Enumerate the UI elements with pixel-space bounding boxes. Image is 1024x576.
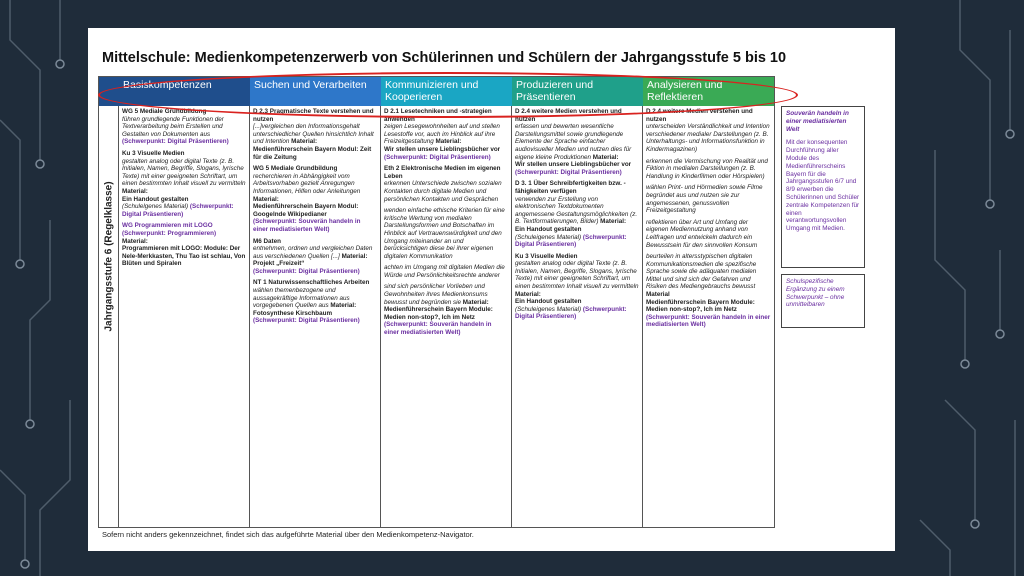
header-kommunizieren: Kommunizieren und Kooperieren: [381, 77, 512, 106]
cell-text: sind sich persönlicher Vorlieben und Gewohnheiten ihres Medienkonsums bewusst und begründen sie: [384, 283, 488, 306]
cell-paragraph: [515, 180, 639, 248]
competence-table: [98, 76, 775, 528]
cell-text: WG 5 Mediale Grundbildung: [122, 108, 207, 115]
cell-text: Medienführerschein Bayern Modul: Zeit für die Zeitung: [253, 145, 372, 161]
cell-text: Material:: [122, 237, 148, 245]
cell-paragraph: [646, 184, 771, 214]
cell-text: Material:: [330, 302, 357, 310]
cell-text: Ku 3 Visuelle Medien: [122, 149, 185, 157]
highlight-ellipse: [98, 72, 798, 118]
cell-text: Ein Handout gestalten: [515, 298, 582, 306]
cell-text: Material:: [122, 187, 148, 195]
cell-text: (Schwerpunkt: Souverän handeln in einer mediatisierten Welt): [384, 321, 492, 337]
note-schulspezifisch: [781, 274, 865, 328]
cell-text: (Schwerpunkt: Digital Präsentieren): [122, 138, 229, 146]
cell-paragraph: [122, 150, 246, 218]
cell-text: erfassen und bewerten wesentliche Darstellungsmittel sowie grundlegende Elemente der Sprache einfacher audiovisueller Medien und nutzen dies für eigene kleine Produktionen: [515, 123, 632, 161]
cell-text: Material:: [515, 290, 541, 298]
cell-paragraph: [253, 279, 377, 325]
footer-note: Sofern nicht anders gekennzeichnet, findet sich das aufgeführte Material über den Medienkompetenz-Navigator.: [102, 530, 474, 539]
cell-text: WG Programmieren mit LOGO: [122, 222, 213, 230]
note-schulspezifisch-body: Schulspezifische Ergänzung zu einem Schwerpunkt – ohne unmittelbaren: [786, 278, 845, 309]
cell-text: wählen Print- und Hörmedien sowie Filme begründet aus und nutzen sie zur angemessenen, genussvollen Freizeitgestaltung: [646, 184, 763, 215]
cell-text: Material:: [462, 298, 489, 306]
cell-text: Material:: [600, 218, 627, 226]
column-kommunizieren: [381, 106, 512, 528]
cell-text: Ku 3 Visuelle Medien: [515, 252, 578, 260]
cell-text: Eth 2 Elektronische Medien im eigenen Leben: [384, 165, 501, 180]
cell-text: Material:: [253, 195, 279, 203]
header-suchen: Suchen und Verarbeiten: [250, 77, 381, 106]
cell-paragraph: [384, 207, 508, 260]
cell-text: D 3. 1 Über Schreibfertigkeiten bzw. -fähigkeiten verfügen: [515, 180, 626, 195]
cell-text: D 2.1 Lesetechniken und -strategien anwenden: [384, 108, 492, 123]
cell-text: Ein Handout gestalten: [515, 225, 582, 233]
cell-text: (Schwerpunkt: Digital Präsentieren): [515, 305, 627, 321]
cell-paragraph: [646, 253, 771, 329]
cell-text: zeigen Lesegewohnheiten auf und stellen Lesestoffe vor, auch im Hinblick auf ihre Freizeitgestaltung: [384, 123, 500, 146]
cell-text: Projekt „Freizeit“: [253, 260, 305, 268]
cell-text: führen grundlegende Funktionen der Textverarbeitung beim Erstellen und Gestalten von Dokumenten aus: [122, 115, 224, 138]
cell-text: D 2.4 weitere Medien verstehen und nutzen: [515, 108, 622, 123]
cell-text: wählen themenbezogene und aussagekräftige Informationen aus vorgegebenen Quellen aus: [253, 287, 350, 310]
cell-text: WG 5 Mediale Grundbildung: [253, 165, 338, 173]
cell-text: Material:: [592, 153, 619, 161]
header-analysieren: Analysieren und Reflektieren: [643, 77, 774, 106]
cell-text: (Schwerpunkt: Digital Präsentieren): [253, 317, 360, 325]
header-basiskompetenzen: Basiskompetenzen: [119, 77, 250, 106]
cell-text: Programmieren mit LOGO: Module: Der Nele-Merkkasten, Thu Tao ist schlau, Von Blüten und Spiralen: [122, 245, 246, 268]
cell-text: verwenden zur Erstellung von elektronischen Textdokumenten angemessene Gestaltungsmöglichkeiten (z. B. Textformatierungen, Bilder): [515, 195, 638, 226]
column-suchen: [250, 106, 381, 528]
column-produzieren: [512, 106, 643, 528]
cell-text: gestalten analog oder digital Texte (z. B. Initialen, Namen, Begriffe, Slogans, lyrische Texte) mit einer geeigneten Schriftart, um einen bestimmten Inhalt visuell zu vermitteln: [122, 157, 246, 188]
cell-paragraph: [384, 283, 508, 336]
cell-text: Material: [646, 291, 670, 299]
cell-paragraph: [646, 158, 771, 181]
cell-paragraph: [253, 238, 377, 276]
row-label-cell: [99, 106, 119, 528]
cell-text: recherchieren in Abhängigkeit vom Arbeitsvorhaben gezielt Anregungen Informationen, Hilfen oder Anleitungen: [253, 172, 361, 195]
cell-paragraph: [515, 253, 639, 321]
cell-text: Wir stellen unsere Lieblingsbücher vor: [384, 145, 501, 153]
cell-paragraph: [384, 165, 508, 203]
page-title: Mittelschule: Medienkompetenzerwerb von Schülerinnen und Schülern der Jahrgangsstufe 5 bis 10: [102, 50, 787, 66]
cell-text: NT 1 Naturwissenschaftliches Arbeiten: [253, 279, 370, 287]
slide: [88, 28, 895, 551]
cell-text: reflektieren über Art und Umfang der eigenen Mediennutzung anhand von Leitfragen und entwickeln dadurch ein Bewusstsein für den sinnvollen Konsum: [646, 218, 758, 249]
cell-paragraph: [646, 219, 771, 249]
cell-text: Material:: [291, 138, 318, 146]
cell-text: unterscheiden Verständlichkeit und Intention verschiedener medialer Darstellungen (z. B. Unterhaltungs- und Informationsfunktion in Kindermagazinen): [646, 123, 770, 153]
note-souveraen-body: Mit der konsequenten Durchführung aller Module des Medienführerscheins Bayern für die Jahrgangsstufen 6/7 und 8/9 erwerben die Schülerinnen und Schüler zentrale Kompetenzen für einen verantwortungsvollen Umgang mit Medien.: [786, 139, 860, 233]
cell-text: D 2.4 weitere Medien verstehen und nutzen: [646, 108, 753, 123]
note-souveraen: [781, 106, 865, 268]
cell-paragraph: [122, 222, 246, 268]
cell-text: gestalten analog oder digital Texte (z. B. Initialen, Namen, Begriffe, Slogans, lyrische Texte) mit einer geeigneten Schriftart, um einen bestimmten Inhalt visuell zu vermitteln: [515, 260, 639, 291]
cell-text: achten im Umgang mit digitalen Medien die Würde und Persönlichkeitsrechte anderer: [384, 264, 505, 279]
cell-text: erkennen die Vermischung von Realität und Fiktion in medialen Darstellungen (z. B. Handlung in Kinderfilmen oder Hörspielen): [646, 157, 768, 180]
cell-text: D 2.3 Pragmatische Texte verstehen und nutzen: [253, 108, 374, 123]
cell-paragraph: [646, 108, 771, 154]
cell-paragraph: [515, 108, 639, 176]
cell-paragraph: [384, 264, 508, 279]
header-produzieren: Produzieren und Präsentieren: [512, 77, 643, 106]
column-analysieren: [643, 106, 774, 528]
cell-paragraph: [253, 165, 377, 233]
cell-text: M6 Daten: [253, 237, 281, 245]
cell-text: Medienführerschein Bayern Module: Medien non-stop?, Ich im Netz: [384, 306, 493, 321]
cell-text: (Schwerpunkt: Digital Präsentieren): [253, 267, 360, 275]
cell-text: Material:: [435, 138, 462, 146]
cell-text: beurteilen in altersstypischen digitalen Kommunikationsmedien die spezifische Sprache sowie die adäquaten medialen Mittel und sind sich der Gefahren und Risiken des Mediengebrauchs bewusst: [646, 253, 757, 291]
cell-text: [...]vergleichen den Informationsgehalt unterschiedlicher Quellen hinsichtlich Inhalt und Intention: [253, 123, 374, 146]
cell-text: (Schwerpunkt: Programmieren): [122, 229, 217, 237]
cell-text: (Schwerpunkt: Souverän handeln in einer mediatisierten Welt): [253, 218, 361, 233]
cell-text: erkennen Unterschiede zwischen sozialen Kontakten durch digitale Medien und persönlichen Kontakten und Gesprächen: [384, 180, 502, 203]
cell-text: (Schwerpunkt: Souverän handeln in einer mediatisierten Welt): [646, 313, 771, 329]
cell-text: Ein Handout gestalten: [122, 195, 189, 203]
cell-text: Material:: [341, 252, 368, 260]
cell-text: (Schwerpunkt: Digital Präsentieren): [122, 203, 234, 218]
cell-text: Wir stellen unsere Lieblingsbücher vor: [515, 161, 632, 169]
row-label: Jahrgangsstufe 6 (Regelklasse): [103, 181, 115, 332]
cell-text: (Schwerpunkt: Digital Präsentieren): [384, 153, 491, 161]
cell-text: (Schwerpunkt: Digital Präsentieren): [515, 168, 622, 176]
cell-text: Medienführerschein Bayern Module: Medien non-stop?, Ich im Netz: [646, 298, 755, 314]
cell-text: (Schuleigenes Material): [515, 233, 583, 241]
cell-text: (Schwerpunkt: Digital Präsentieren): [515, 233, 627, 249]
cell-text: Fotosynthese Kirschbaum: [253, 309, 333, 317]
cell-text: (Schuleigenes Material): [515, 305, 583, 313]
cell-paragraph: [122, 108, 246, 146]
cell-text: (Schulelgenes Material): [122, 203, 190, 211]
column-basiskompetenzen: [119, 106, 250, 528]
cell-text: Medienführerschein Bayern Modul: Googelnde Wikipedianer: [253, 203, 359, 218]
cell-text: wenden einfache ethische Kriterien für eine kritische Wertung von medialen Darstellungsformen und Botschaften im Hinblick auf Vertrauenswürdigkeit und den Umgang miteinander an und berücksichtigen diese bei ihrer eigenen digitalen Kommunikation: [384, 207, 505, 260]
note-souveraen-title: Souverän handeln in einer mediatisierten Welt: [786, 110, 849, 133]
cell-text: entnehmen, ordnen und vergleichen Daten aus verschiedenen Quellen [...]: [253, 245, 373, 260]
